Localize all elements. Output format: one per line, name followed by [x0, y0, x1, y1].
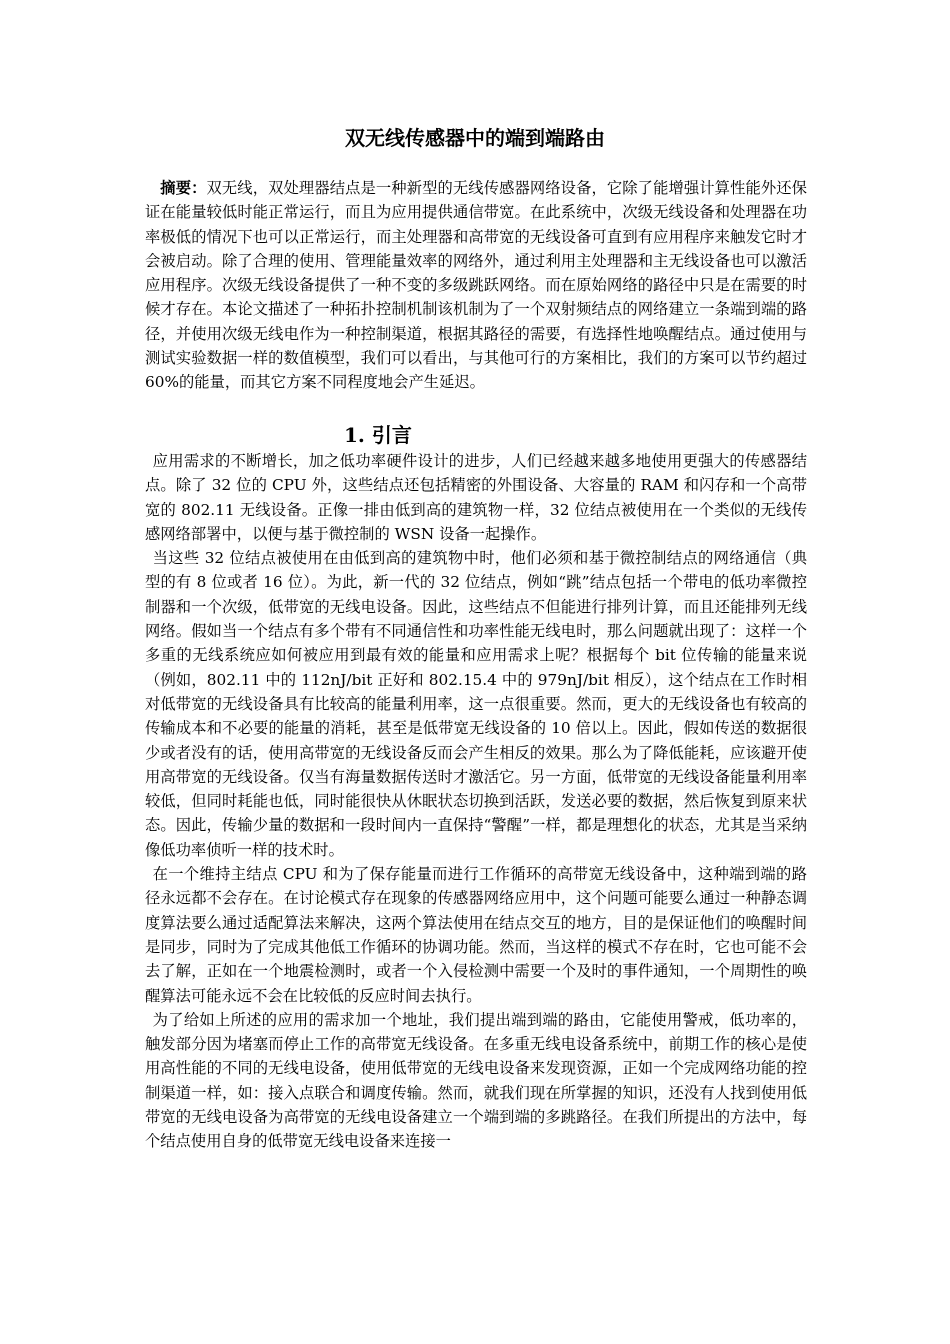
- document-title: 双无线传感器中的端到端路由: [345, 126, 605, 150]
- section-paragraph: 为了给如上所述的应用的需求加一个地址，我们提出端到端的路由，它能使用警戒，低功率的，触发部分因为堵塞而停止工作的高带宽无线设备。在多重无线电设备系统中，前期工作的核心是使用高性能的不同的无线电设备，使用低带宽的无线电设备来发现资源，正如一个完成网络功能的控制渠道一样，如：接入点联合和调度传输。然而，就我们现在所掌握的知识，还没有人找到使用低带宽的无线电设备为高带宽的无线电设备建立一个端到端的多跳路径。在我们所提出的方法中，每个结点使用自身的低带宽无线电设备来连接一: [145, 1010, 807, 1151]
- abstract-text: 双无线，双处理器结点是一种新型的无线传感器网络设备，它除了能增强计算性能外还保证在能量较低时能正常运行，而且为应用提供通信带宽。在此系统中，次级无线设备和处理器在功率极低的情况下也可以正常运行，而主处理器和高带宽的无线设备可直到有应用程序来触发它时才会被启动。除了合理的使用、管理能量效率的网络外，通过利用主处理器和主无线设备也可以激活应用程序。次级无线设备提供了一种不变的多级跳跃网络。而在原始网络的路径中只是在需要的时候才存在。本论文描述了一种拓扑控制机制该机制为了一个双射频结点的网络建立一条端到端的路径，并使用次级无线电作为一种控制渠道，根据其路径的需要，有选择性地唤醒结点。通过使用与测试实验数据一样的数值模型，我们可以看出，与其他可行的方案相比，我们的方案可以节约超过 60%的能量，而其它方案不同程度地会产生延迟。: [145, 179, 807, 392]
- section-body: [145, 449, 807, 1154]
- section-heading-text: 1. 引言: [344, 423, 412, 447]
- section-paragraph: 应用需求的不断增长，加之低功率硬件设计的进步，人们已经越来越多地使用更强大的传感器结点。除了 32 位的 CPU 外，这些结点还包括精密的外围设备、大容量的 RAM 和闪存和一个高带宽的 802.11 无线设备。正像一排由低到高的建筑物一样，32 位结点被使用在一个类似的无线传感网络部署中，以便与基于微控制的 WSN 设备一起操作。: [145, 452, 807, 543]
- abstract: [145, 176, 807, 395]
- abstract-paragraph: [145, 176, 807, 395]
- abstract-label: 摘要：: [160, 179, 207, 197]
- section-paragraph: 在一个维持主结点 CPU 和为了保存能量而进行工作循环的高带宽无线设备中，这种端到端的路径永远都不会存在。在讨论模式存在现象的传感器网络应用中，这个问题可能要么通过一种静态调度算法要么通过适配算法来解决，这两个算法使用在结点交互的地方，目的是保证他们的唤醒时间是同步，同时为了完成其他低工作循环的协调功能。然而，当这样的模式不存在时，它也可能不会去了解，正如在一个地震检测时，或者一个入侵检测中需要一个及时的事件通知，一个周期性的唤醒算法可能永远不会在比较低的反应时间去执行。: [145, 865, 807, 1005]
- section-paragraph: 当这些 32 位结点被使用在由低到高的建筑物中时，他们必须和基于微控制结点的网络通信（典型的有 8 位或者 16 位）。为此，新一代的 32 位结点，例如“跳”结点包括一个带电的低功率微控制器和一个次级，低带宽的无线电设备。因此，这些结点不但能进行排列计算，而且还能排列无线网络。假如当一个结点有多个带有不同通信性和功率性能无线电时，那么问题就出现了：这样一个多重的无线系统应如何被应用到最有效的能量和应用需求上呢？根据每个 bit 位传输的能量来说（例如，802.11 中的 112nJ/bit 正好和 802.15.4 中的 979nJ/bit 相反），这个结点在工作时相对低带宽的无线设备具有比较高的能量利用率，这一点很重要。然而，更大的无线设备也有较高的传输成本和不必要的能量的消耗，甚至是低带宽无线设备的 10 倍以上。因此，假如传送的数据很少或者没有的话，使用高带宽的无线设备反而会产生相反的效果。那么为了降低能耗，应该避开使用高带宽的无线设备。仅当有海量数据传送时才激活它。另一方面，低带宽的无线设备能量利用率较低，但同时耗能也低，同时能很快从休眠状态切换到活跃，发送必要的数据，然后恢复到原来状态。因此，传输少量的数据和一段时间内一直保持“警醒”一样，都是理想化的状态，尤其是当采纳像低功率侦听一样的技术时。: [145, 549, 807, 859]
